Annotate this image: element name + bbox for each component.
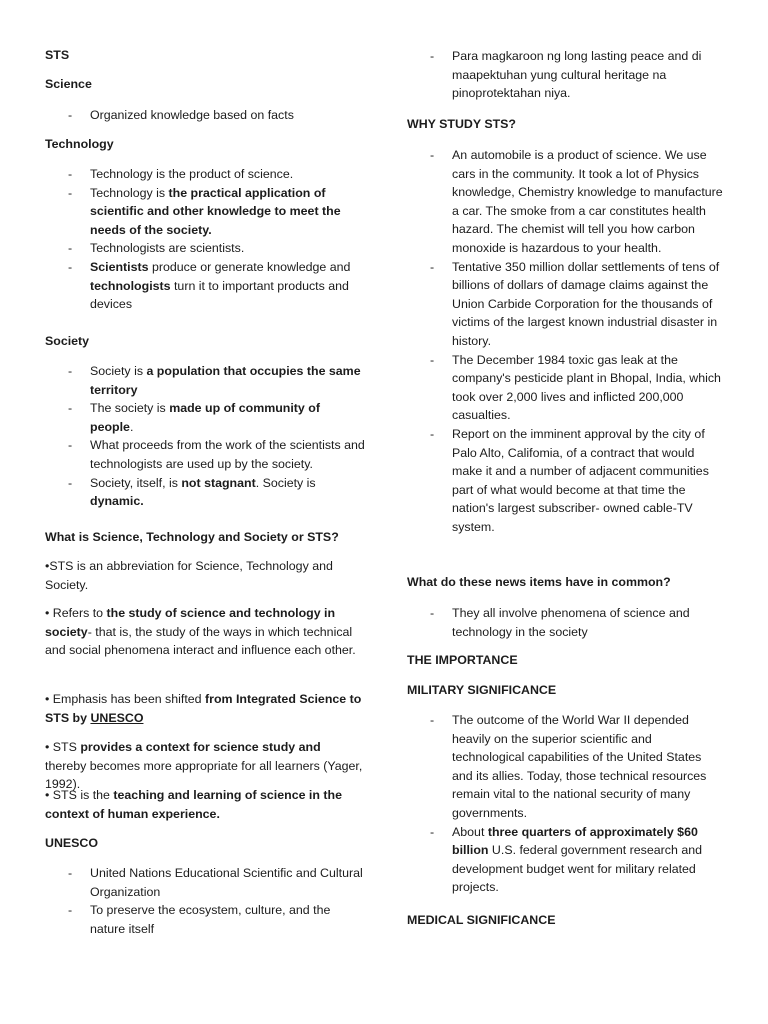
list-item: - Organized knowledge based on facts (45, 106, 365, 125)
paragraph: • STS provides a context for science study and thereby becomes more appropriate for all learners (Yager, 1992). (45, 740, 363, 792)
technology-heading: Technology (45, 137, 114, 151)
military-heading: MILITARY SIGNIFICANCE (407, 683, 557, 697)
list-item: - United Nations Educational Scientific and Cultural Organization (45, 864, 365, 901)
list-item: - An automobile is a product of science. We use cars in the community. It took a lot of Physics knowledge, Chemistry knowledge to manufacture a car. The smoke from a car constitutes health hazard. The chemist will tell you how carbon monoxide is hazardous to your health. (407, 146, 725, 258)
science-heading: Science (45, 77, 92, 91)
list-item: - The society is made up of community of people. (45, 399, 365, 436)
list-item: - Technology is the product of science. (45, 165, 365, 184)
unesco-list (45, 864, 365, 938)
what-is-sts-heading: What is Science, Technology and Society or STS? (45, 530, 339, 544)
list-item: - The outcome of the World War II depended heavily on the superior scientific and technological capabilities of the United States and its allies. Today, those technical resources remain vital to the national security of many governments. (407, 711, 725, 823)
military-list (407, 711, 725, 897)
importance-heading: THE IMPORTANCE (407, 653, 518, 667)
society-list (45, 362, 365, 511)
list-item: - Para magkaroon ng long lasting peace and di maapektuhan yung cultural heritage na pinoprotektahan niya. (407, 47, 725, 103)
list-item: - Tentative 350 million dollar settlements of tens of billions of dollars of damage claims against the Union Carbide Corporation for the thousands of victims of the largest known industrial disaster in history. (407, 258, 725, 351)
paragraph: • Emphasis has been shifted from Integrated Science to STS by UNESCO (45, 692, 362, 725)
list-item: - Report on the imminent approval by the city of Palo Alto, Califomia, of a contract that would make it and a number of adjacent communities part of what would become at that time the nation's largest subscriber- owned cable-TV system. (407, 425, 725, 537)
unesco-heading: UNESCO (45, 836, 99, 850)
technology-list (45, 165, 365, 314)
medical-heading: MEDICAL SIGNIFICANCE (407, 913, 556, 927)
list-item: - Society is a population that occupies the same territory (45, 362, 365, 399)
common-heading: What do these news items have in common? (407, 575, 671, 589)
common-list (407, 604, 725, 641)
list-item: - About three quarters of approximately $60 billion U.S. federal government research and development budget went for military related projects. (407, 823, 725, 897)
list-item: - Society, itself, is not stagnant. Society is dynamic. (45, 474, 365, 511)
paragraph: • Refers to the study of science and technology in society- that is, the study of the ways in which technical and social phenomena interact and influence each other. (45, 606, 356, 658)
list-item: - Technology is the practical application of scientific and other knowledge to meet the needs of the society. (45, 184, 365, 240)
society-heading: Society (45, 334, 90, 348)
list-item: - The December 1984 toxic gas leak at the company's pesticide plant in Bhopal, India, which took over 2,000 lives and inflicted 200,000 casualties. (407, 351, 725, 425)
paragraph: •STS is an abbreviation for Science, Technology and Society. (45, 559, 333, 592)
continued-list (407, 47, 725, 103)
why-study-heading: WHY STUDY STS? (407, 117, 517, 131)
why-study-list (407, 146, 725, 536)
list-item: - What proceeds from the work of the scientists and technologists are used up by the society. (45, 436, 365, 473)
list-item: - Technologists are scientists. (45, 239, 365, 258)
list-item: - Scientists produce or generate knowledge and technologists turn it to important products and devices (45, 258, 365, 314)
science-list (45, 106, 365, 125)
doc-title: STS (45, 48, 70, 62)
paragraph: • STS is the teaching and learning of science in the context of human experience. (45, 788, 342, 821)
list-item: - They all involve phenomena of science and technology in the society (407, 604, 725, 641)
list-item: - To preserve the ecosystem, culture, and the nature itself (45, 901, 365, 938)
